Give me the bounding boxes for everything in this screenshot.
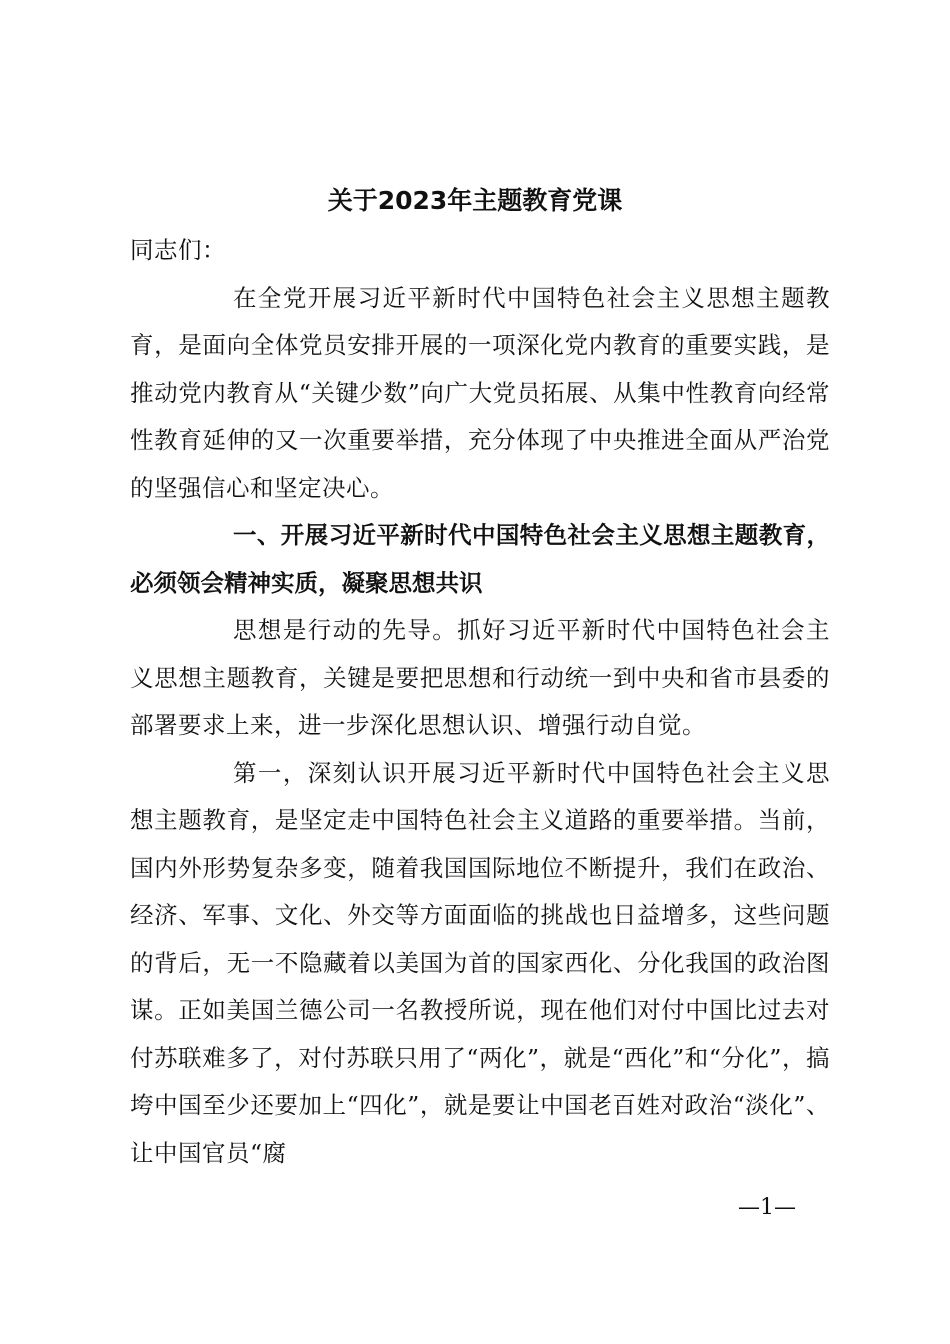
paragraph-2: 思想是行动的先导。抓好习近平新时代中国特色社会主义思想主题教育，关键是要把思想和行动统一到中央和省市县委的部署要求上来，进一步深化思想认识、增强行动自觉。 bbox=[130, 616, 830, 739]
document-title: 关于2023年主题教育党课 bbox=[327, 186, 623, 215]
paragraph-intro: 在全党开展习近平新时代中国特色社会主义思想主题教育，是面向全体党员安排开展的一项深化党内教育的重要实践，是推动党内教育从“关键少数”向广大党员拓展、从集中性教育向经常性教育延伸的又一次重要举措，充分体现了中央推进全面从严治党的坚强信心和坚定决心。 bbox=[130, 283, 830, 502]
salutation: 同志们： bbox=[130, 236, 226, 264]
document-body bbox=[130, 227, 830, 1177]
section-heading-1: 一、开展习近平新时代中国特色社会主义思想主题教育，必须领会精神实质，凝聚思想共识 bbox=[130, 521, 830, 597]
page-number: —1— bbox=[738, 1195, 796, 1220]
paragraph-3: 第一，深刻认识开展习近平新时代中国特色社会主义思想主题教育，是坚定走中国特色社会主义道路的重要举措。当前，国内外形势复杂多变，随着我国国际地位不断提升，我们在政治、经济、军事、文化、外交等方面面临的挑战也日益增多，这些问题的背后，无一不隐藏着以美国为首的国家西化、分化我国的政治图谋。正如美国兰德公司一名教授所说，现在他们对付中国比过去对付苏联难多了，对付苏联只用了“两化”，就是“西化”和“分化”，搞垮中国至少还要加上“四化”，就是要让中国老百姓对政治“淡化”、让中国官员“腐 bbox=[130, 758, 830, 1167]
